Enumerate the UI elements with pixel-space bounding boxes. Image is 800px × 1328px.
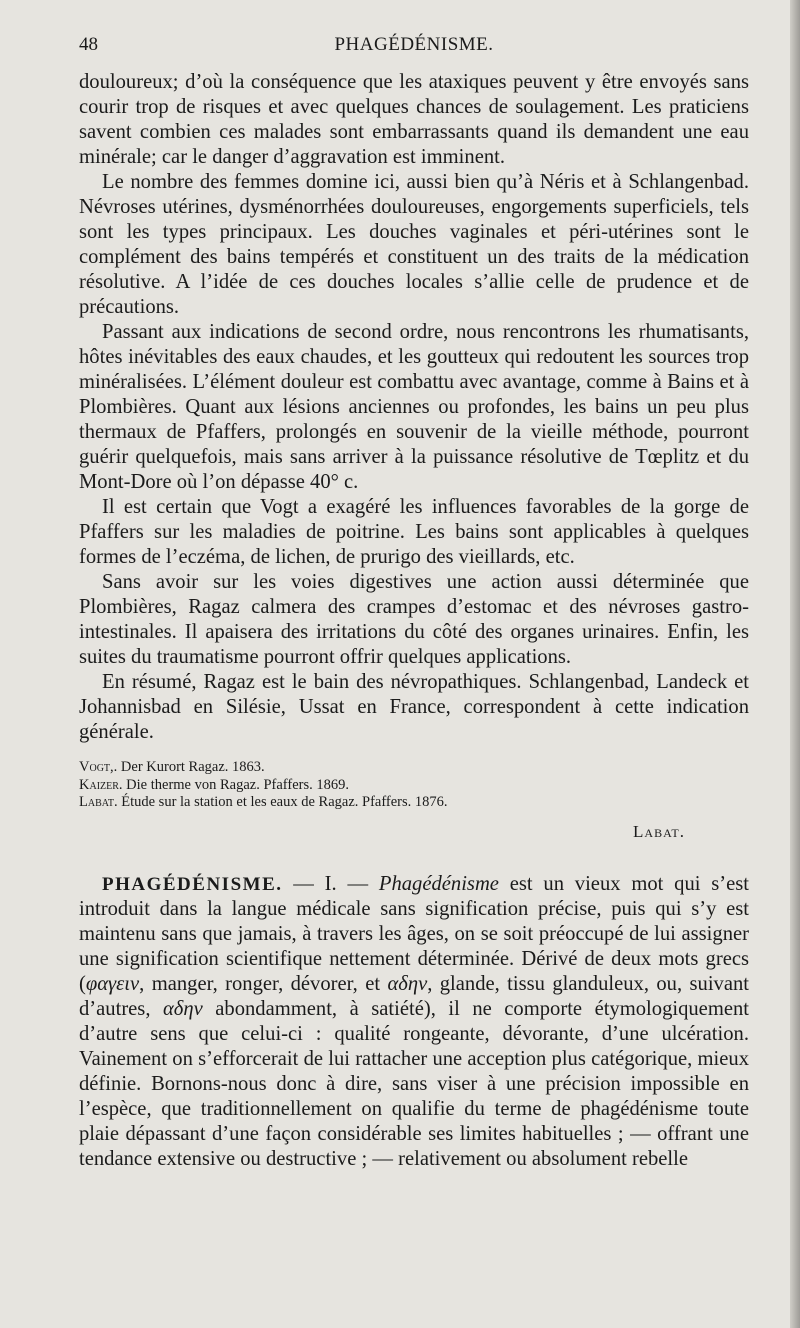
running-title: PHAGÉDÉNISME. (334, 34, 494, 55)
reference-text: Étude sur la station et les eaux de Ragaz. Pfaffers. 1876. (121, 794, 448, 810)
entry-phagedenisme (79, 872, 749, 1172)
greek-word: αδην (387, 972, 428, 995)
reference-text: Die therme von Ragaz. Pfaffers. 1869. (126, 776, 349, 793)
greek-word: φαγειν (85, 972, 140, 995)
reference-item (79, 759, 749, 777)
greek-word: αδην (163, 997, 203, 1020)
reference-author: Vogt,. (79, 759, 118, 775)
page-body (79, 70, 749, 1172)
paragraph: douloureux; d’où la conséquence que les ataxiques peuvent y être envoyés sans courir trop de risques et avec quelques chances de soulagement. Les praticiens savent combien ces malades sont embarrassants quand ils demandent une eau minérale; car le danger d’aggravation est imminent. (79, 71, 749, 168)
entry-text: abondamment, à satiété), il ne comporte étymologiquement d’autre sens que celui-ci : qualité rongeante, dévorante, d’une ulcération. Vainement on s’efforcerait de lui rattacher une acception plus catégorique, mieux définie. Bornons-nous donc à dire, sans viser à une précision impossible en l’espèce, que traditionnellement on qualifie du terme de phagédénisme toute plaie dépassant d’une façon considérable ses limites habituelles ; — offrant une tendance extensive ou destructive ; — relativement ou absolument rebelle (79, 997, 749, 1170)
entry-paragraph (79, 872, 749, 1172)
reference-author: Kaizer. (79, 776, 123, 793)
reference-item (79, 794, 749, 812)
paragraph: Il est certain que Vogt a exagéré les influences favorables de la gorge de Pfaffers sur les maladies de poitrine. Les bains sont applicables à quelques formes de l’eczéma, de lichen, de prurigo des vieillards, etc. (79, 496, 749, 568)
paragraph: En résumé, Ragaz est le bain des névropathiques. Schlangenbad, Landeck et Johannisbad en Silésie, Ussat en France, correspondent à cette indication générale. (79, 671, 749, 743)
entry-number: — I. — (293, 872, 369, 895)
article-signature: Labat. (633, 821, 685, 841)
reference-text: Der Kurort Ragaz. 1863. (120, 759, 265, 775)
paragraph: Sans avoir sur les voies digestives une action aussi déterminée que Plombières, Ragaz calmera des crampes d’estomac et des névroses gastro-intestinales. Il apaisera des irritations du côté des organes urinaires. Enfin, les suites du traumatisme pourront offrir quelques applications. (79, 571, 749, 668)
entry-text: , glande, tissu glanduleux, ou, suivant d’autres, (79, 972, 749, 1020)
page-header (79, 34, 749, 58)
page-number: 48 (79, 34, 98, 55)
entry-term: Phagédénisme (378, 872, 499, 895)
entry-headword: PHAGÉDÉNISME. (102, 873, 283, 895)
reference-author: Labat. (79, 794, 118, 810)
reference-item (79, 777, 749, 795)
entry-text: , manger, ronger, dévorer, et (139, 972, 388, 995)
paragraph: Le nombre des femmes domine ici, aussi bien qu’à Néris et à Schlangenbad. Névroses utérines, dysménorrhées douloureuses, engorgements superficiels, tels sont les types principaux. Les douches vaginales et péri-utérines sont le complément des bains tempérés et constituent un des traits de la médication résolutive. A l’idée de ces douches locales s’allie celle de prudence et de précautions. (79, 171, 749, 318)
entry-text: est un vieux mot qui s’est introduit dans la langue médicale sans signification précise, puis qui s’y est maintenu sans que jamais, à travers les âges, on se soit préoccupé de lui assigner une signification scientifique nettement déterminée. Dérivé de deux mots grecs ( (79, 872, 749, 995)
paragraph: Passant aux indications de second ordre, nous rencontrons les rhumatisants, hôtes inévitables des eaux chaudes, et les goutteux qui redoutent les sources trop minéralisées. L’élément douleur est combattu avec avantage, comme à Bains et à Plombières. Quant aux lésions anciennes ou profondes, les bains un peu plus thermaux de Pfaffers, prolongés en souvenir de la vieille méthode, pourront guérir quelquefois, mais sans arriver à la puissance résolutive de Tœplitz et du Mont-Dore où l’on dépasse 40° c. (79, 321, 749, 493)
bibliography (79, 759, 749, 812)
page-edge-shadow (790, 0, 800, 1328)
